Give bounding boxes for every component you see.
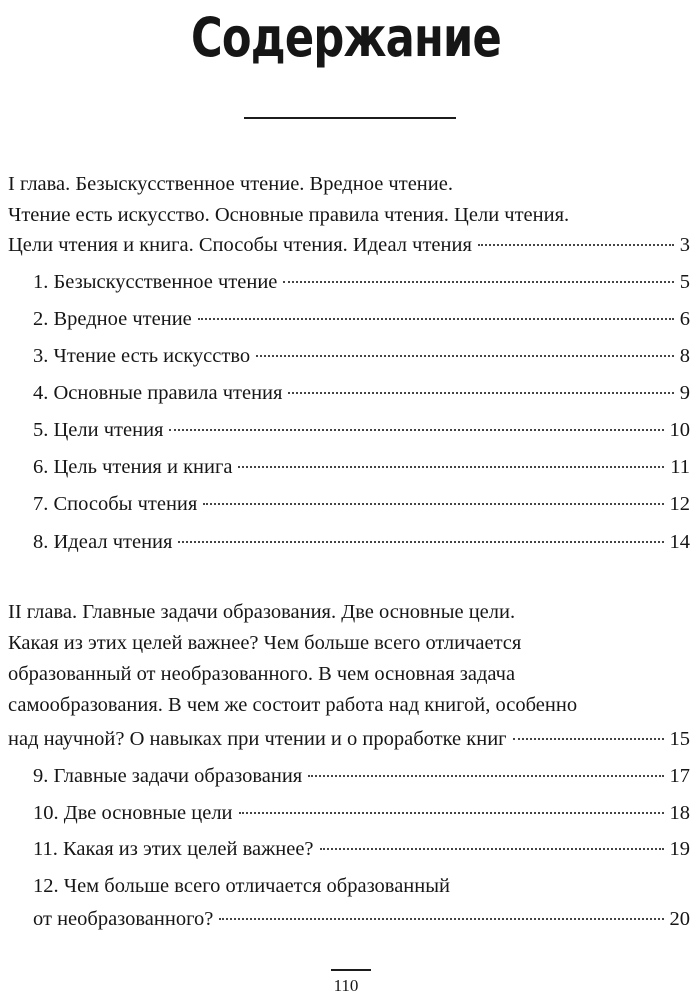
- chapter1-title-line-1: I глава. Безыскусственное чтение. Вредное чтение.: [8, 173, 453, 195]
- toc-entry-section-12[interactable]: [33, 906, 690, 932]
- toc-entry[interactable]: [33, 343, 690, 369]
- toc-entry[interactable]: [33, 417, 690, 443]
- toc-entry-chapter2[interactable]: [8, 726, 690, 752]
- page-number: 10: [669, 419, 690, 441]
- dot-leader: [178, 541, 663, 543]
- dot-leader: [308, 775, 663, 777]
- page-title: Содержание: [190, 6, 502, 69]
- page-number: 15: [669, 728, 690, 750]
- toc-entry[interactable]: [33, 306, 690, 332]
- section-label: 3. Чтение есть искусство: [33, 345, 251, 367]
- toc-entry[interactable]: [33, 380, 690, 406]
- section-label: 11. Какая из этих целей важнее?: [33, 838, 314, 860]
- section-label: 1. Безыскусственное чтение: [33, 271, 278, 293]
- toc-entry[interactable]: [33, 763, 690, 789]
- dot-leader: [219, 918, 663, 920]
- dot-leader: [256, 355, 674, 357]
- dot-leader: [238, 466, 664, 468]
- section-label: 7. Способы чтения: [33, 493, 198, 515]
- page-folio: 110: [333, 976, 359, 995]
- page-number: 14: [669, 531, 690, 553]
- page-number: 6: [679, 308, 690, 330]
- section-label: 10. Две основные цели: [33, 802, 233, 824]
- section-12-line-2: от необразованного?: [33, 908, 214, 930]
- dot-leader: [169, 429, 663, 431]
- toc-entry-chapter1[interactable]: [8, 232, 690, 258]
- page-number: 8: [679, 345, 690, 367]
- toc-entry[interactable]: [33, 269, 690, 295]
- toc-entry[interactable]: [33, 800, 690, 826]
- page-number: 20: [669, 908, 690, 930]
- page-number: 18: [669, 802, 690, 824]
- page-number: 11: [670, 456, 690, 478]
- section-label: 2. Вредное чтение: [33, 308, 192, 330]
- section-label: 8. Идеал чтения: [33, 531, 173, 553]
- title-divider: [244, 117, 456, 119]
- dot-leader: [288, 392, 673, 394]
- chapter2-title-line-3: образованный от необразованного. В чем основная задача: [8, 663, 516, 685]
- toc-entry[interactable]: [33, 529, 690, 555]
- page-number: 3: [679, 234, 690, 256]
- dot-leader: [283, 281, 673, 283]
- dot-leader: [478, 244, 674, 246]
- dot-leader: [320, 848, 664, 850]
- toc-entry[interactable]: [33, 836, 690, 862]
- chapter2-title-line-1: II глава. Главные задачи образования. Две основные цели.: [8, 601, 516, 623]
- chapter1-title-line-2: Чтение есть искусство. Основные правила чтения. Цели чтения.: [8, 204, 570, 226]
- dot-leader: [513, 738, 664, 740]
- chapter2-title-line-4: самообразования. В чем же состоит работа над книгой, особенно: [8, 694, 578, 716]
- folio-divider: [331, 969, 371, 971]
- section-12-line-1: 12. Чем больше всего отличается образованный: [33, 875, 450, 897]
- dot-leader: [198, 318, 674, 320]
- toc-entry[interactable]: [33, 491, 690, 517]
- chapter2-title-line-5: над научной? О навыках при чтении и о проработке книг: [8, 728, 507, 750]
- dot-leader: [203, 503, 663, 505]
- section-label: 4. Основные правила чтения: [33, 382, 283, 404]
- chapter1-title-line-3: Цели чтения и книга. Способы чтения. Идеал чтения: [8, 234, 472, 256]
- section-label: 5. Цели чтения: [33, 419, 164, 441]
- section-label: 6. Цель чтения и книга: [33, 456, 233, 478]
- chapter2-title-line-2: Какая из этих целей важнее? Чем больше всего отличается: [8, 632, 522, 654]
- section-label: 9. Главные задачи образования: [33, 765, 303, 787]
- page-number: 17: [669, 765, 690, 787]
- page-number: 12: [669, 493, 690, 515]
- toc-entry[interactable]: [33, 454, 690, 480]
- dot-leader: [239, 812, 664, 814]
- page-number: 19: [669, 838, 690, 860]
- page-number: 5: [679, 271, 690, 293]
- page-number: 9: [679, 382, 690, 404]
